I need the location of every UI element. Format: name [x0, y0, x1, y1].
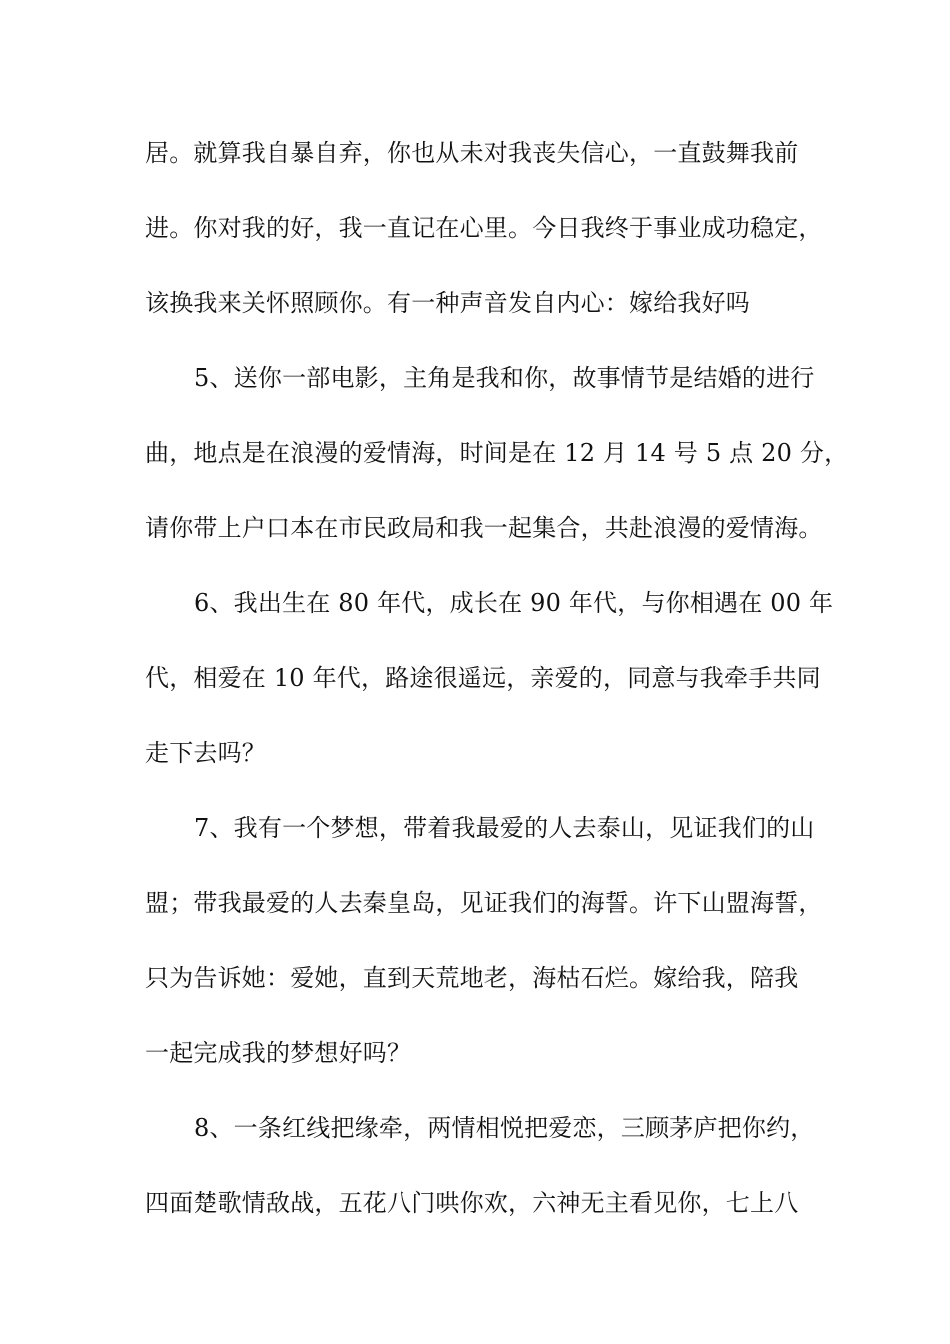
text-line: 请你带上户口本在市民政局和我一起集合，共赴浪漫的爱情海。 — [145, 514, 823, 542]
text-line: 代，相爱在 10 年代，路途很遥远，亲爱的，同意与我牵手共同 — [145, 664, 821, 692]
text-line: 曲，地点是在浪漫的爱情海，时间是在 12 月 14 号 5 点 20 分， — [145, 439, 849, 467]
text-line: 四面楚歌情敌战，五花八门哄你欢，六神无主看见你，七上八 — [145, 1189, 799, 1217]
paragraph-7-start: 7、我有一个梦想，带着我最爱的人去泰山，见证我们的山 — [194, 814, 815, 842]
paragraph-8-start: 8、一条红线把缘牵，两情相悦把爱恋，三顾茅庐把你约， — [194, 1114, 815, 1142]
text-line: 盟；带我最爱的人去秦皇岛，见证我们的海誓。许下山盟海誓， — [145, 889, 823, 917]
text-line: 一起完成我的梦想好吗？ — [145, 1039, 412, 1067]
text-line: 只为告诉她：爱她，直到天荒地老，海枯石烂。嫁给我，陪我 — [145, 964, 799, 992]
text-line: 走下去吗？ — [145, 739, 266, 767]
text-line: 进。你对我的好，我一直记在心里。今日我终于事业成功稳定， — [145, 214, 823, 242]
paragraph-6-start: 6、我出生在 80 年代，成长在 90 年代，与你相遇在 00 年 — [194, 589, 834, 617]
paragraph-5-start: 5、送你一部电影，主角是我和你，故事情节是结婚的进行 — [194, 364, 815, 392]
text-line: 居。就算我自暴自弃，你也从未对我丧失信心，一直鼓舞我前 — [145, 139, 799, 167]
text-line: 该换我来关怀照顾你。有一种声音发自内心：嫁给我好吗 — [145, 289, 750, 317]
